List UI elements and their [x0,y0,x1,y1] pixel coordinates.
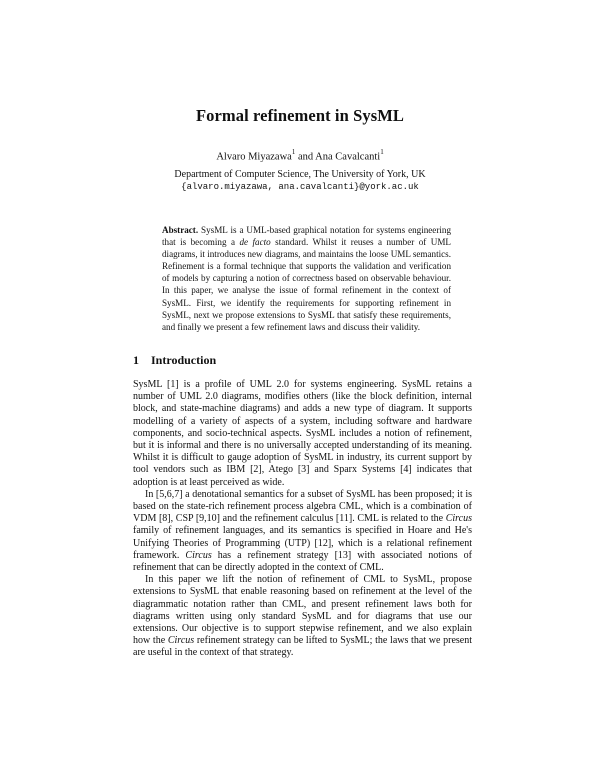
paragraph-text: In this paper we lift the notion of refinement of CML to SysML, propose extensions to SysML that enable reasoning based on refinement at the level of the diagrammatic notation rather than CML, and present refinement laws both for diagrams written using only standard SysML and for diagrams that use our extensions. Our objective is to support stepwise refinement, and we also explain how the [133,574,472,647]
paragraph-text: has a refinement strategy [13] with associated notions of refinement that can be directly adopted in the context of CML. [133,549,473,574]
author-name: Alvaro Miyazawa [216,151,292,163]
paragraph-text: In [5,6,7] a denotational semantics for a subset of SysML has been proposed; it is based on the state-rich refinement process algebra CML, which is a combination of VDM [8], CSP [9,10] and the refinement calculus [11]. CML is related to the [133,488,472,525]
author-emails: {alvaro.miyazawa, ana.cavalcanti}@york.ac.uk [181,182,419,192]
paper-title: Formal refinement in SysML [195,106,405,125]
paragraph-text: refinement strategy can be lifted to SysML; the laws that we present are useful in the context of that strategy. [133,635,472,659]
abstract-text: standard. Whilst it reuses a number of UML diagrams, it introduces new diagrams, and maintains the loose UML semantics. Refinement is a formal technique that supports the validation and verification of models by capturing a notion of correctness based on observable behaviour. In this paper, we analyse the issue of formal refinement in the context of SysML. First, we identify the requirements for supporting refinement in SysML, next we propose extensions to SysML that satisfy these requirements, and finally we present a few refinement laws and discuss their validity. [162,237,451,332]
affiliation-mark: 1 [380,148,384,156]
section-number: 1 [133,353,139,367]
section-title: Introduction [151,353,217,367]
affiliation-block [0,169,600,193]
author-name: Ana Cavalcanti [315,151,381,163]
paragraph: SysML [1] is a profile of UML 2.0 for systems engineering. SysML retains a number of UML 2.0 diagrams, modifies others (like the block definition, internal block, and state-machine diagrams) and adds a new type of diagram. It supports modelling of a variety of aspects of a system, including software and hardware components, and socio-technical aspects. SysML includes a notion of refinement, but it is informal and there is no universally accepted understanding of its meaning. Whilst it is difficult to gauge adoption of SysML in industry, its current support by tool vendors such as IBM [2], Atego [3] and Sparx Systems [4] indicates that adoption is at least perceived as wide. [133,379,472,488]
abstract-emphasis: de facto [239,237,271,248]
language-name: Circus [167,635,195,647]
paragraph [133,574,472,659]
author-separator: and [295,151,316,163]
abstract [162,224,451,333]
affiliation-mark: 1 [291,148,296,156]
section-heading [133,353,216,368]
language-name: Circus [445,513,472,525]
author-list [0,149,600,163]
paragraph [133,489,472,574]
paragraph-text: family of refinement languages, and its semantics is specified in Hoare and He's Unifying Theories of Programming (UTP) [12], which is a relational refinement framework. [133,525,472,561]
department: Department of Computer Science, The University of York, UK [174,169,426,180]
body-text [133,379,472,660]
abstract-text: SysML is a UML-based graphical notation for systems engineering that is becoming a [162,225,451,248]
language-name: Circus [185,549,212,561]
abstract-label: Abstract. [162,225,199,235]
